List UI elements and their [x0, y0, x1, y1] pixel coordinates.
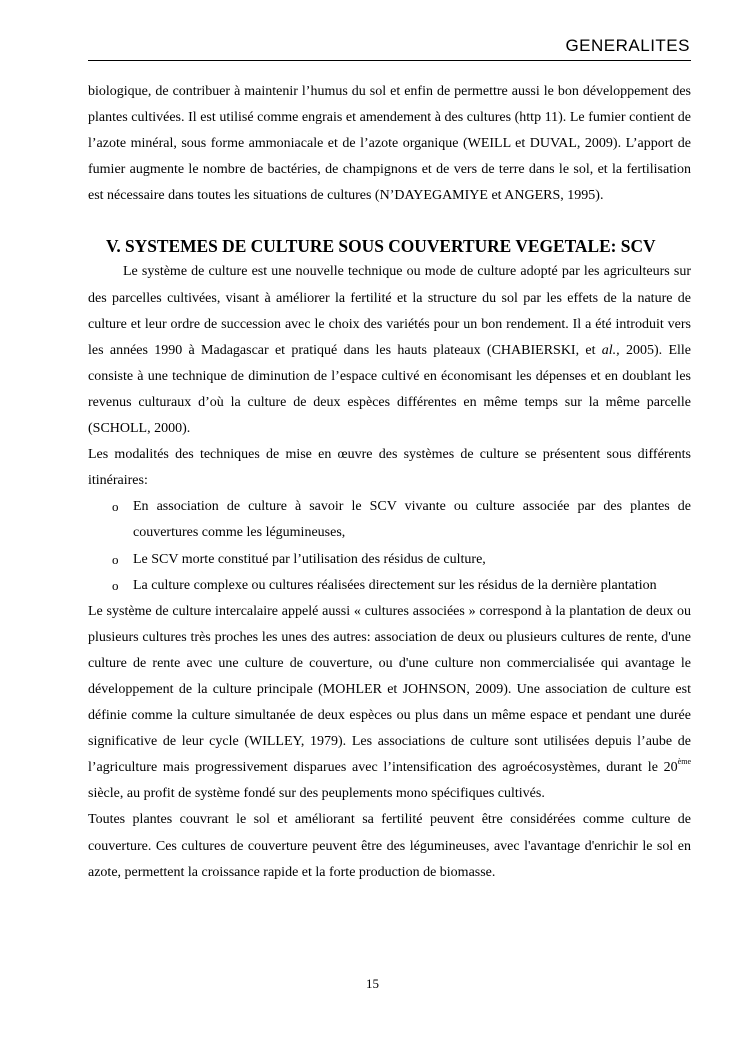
bullet-icon: o — [112, 499, 119, 515]
header-rule — [88, 60, 691, 61]
paragraph-intercalaire — [88, 599, 691, 808]
scv-text-italic: al., — [601, 342, 620, 358]
scv-text-part2: 2005). Elle consiste à une technique de diminution de l’espace cultivé en économisant les dépenses et en doublant les revenus culturaux d’où la culture de deux espèces différentes en même temps sur la même parcelle (SCHOLL, 2000). — [88, 342, 691, 437]
bullet-icon: o — [112, 577, 119, 593]
scv-text-part1: Le système de culture est une nouvelle technique ou mode de culture adopté par les agriculteurs sur des parcelles cultivées, visant à améliorer la fertilité et la structure du sol par les effets de la nature de culture et leur ordre de succession avec le choix des variétés pour un bon rendement. Il a été introduit vers les années 1990 à Madagascar et pratiqué dans les hauts plateaux (CHABIERSKI, et — [88, 264, 691, 358]
list-item — [88, 494, 691, 546]
paragraph-couverture: Toutes plantes couvrant le sol et améliorant sa fertilité peuvent être considérées comme culture de couverture. Ces cultures de couverture peuvent être des légumineuses, avec l'avantage d'enrichir le sol en azote, permettent la croissance rapide et la forte production de biomasse. — [88, 812, 691, 880]
intercalaire-text-part1: Le système de culture intercalaire appelé aussi « cultures associées » correspond à la plantation de deux ou plusieurs cultures très proches les unes des autres: association de deux ou plusieurs cultures de rente, d'une culture de rente avec une culture de couverture, ou d'une culture non commercialisée qui avantage le développement de la culture principale (MOHLER et JOHNSON, 2009). Une association de culture est définie comme la culture simultanée de deux espèces ou plus dans un même espace et pendant une durée significative de leur cycle (WILLEY, 1979). Les associations de culture sont utilisées depuis l’aube de l’agriculture mais progressivement disparues avec l’intensification des agroécosystèmes, durant le — [88, 603, 691, 776]
list-item-text: Le SCV morte constitué par l’utilisation des résidus de culture, — [133, 551, 486, 567]
list-item — [88, 573, 691, 599]
itineraires-list — [88, 494, 691, 598]
section-heading: V. SYSTEMES DE CULTURE SOUS COUVERTURE VEGETALE: SCV — [106, 236, 656, 257]
intercalaire-text-part2: siècle, au profit de système fondé sur des peuplements mono spécifiques cultivés. — [88, 786, 545, 802]
paragraph-modalites: Les modalités des techniques de mise en œuvre des systèmes de culture se présentent sous différents itinéraires: — [88, 447, 691, 489]
page-number: 15 — [366, 976, 379, 991]
list-item-text: En association de culture à savoir le SCV vivante ou culture associée par des plantes de couvertures comme les légumineuses, — [133, 499, 691, 541]
list-item — [88, 547, 691, 573]
century-superscript: ème — [677, 757, 691, 767]
list-item-text: La culture complexe ou cultures réalisées directement sur les résidus de la dernière plantation — [133, 577, 657, 593]
running-header: GENERALITES — [565, 36, 690, 55]
century-number: 20 — [663, 760, 678, 776]
paragraph-scv-definition — [88, 259, 691, 442]
paragraph-fumier: biologique, de contribuer à maintenir l’humus du sol et enfin de permettre aussi le bon développement des plantes cultivées. Il est utilisé comme engrais et amendement à des cultures (http 11). Le fumier contient de l’azote minéral, sous forme ammoniacale et de l’azote organique (WEILL et DUVAL, 2009). L’apport de fumier augmente le nombre de bactéries, de champignons et de vers de terre dans le sol, et la fertilisation est nécessaire dans toutes les situations de cultures (N’DAYEGAMIYE et ANGERS, 1995). — [88, 84, 691, 204]
bullet-icon: o — [112, 551, 119, 567]
page-body — [88, 79, 691, 886]
